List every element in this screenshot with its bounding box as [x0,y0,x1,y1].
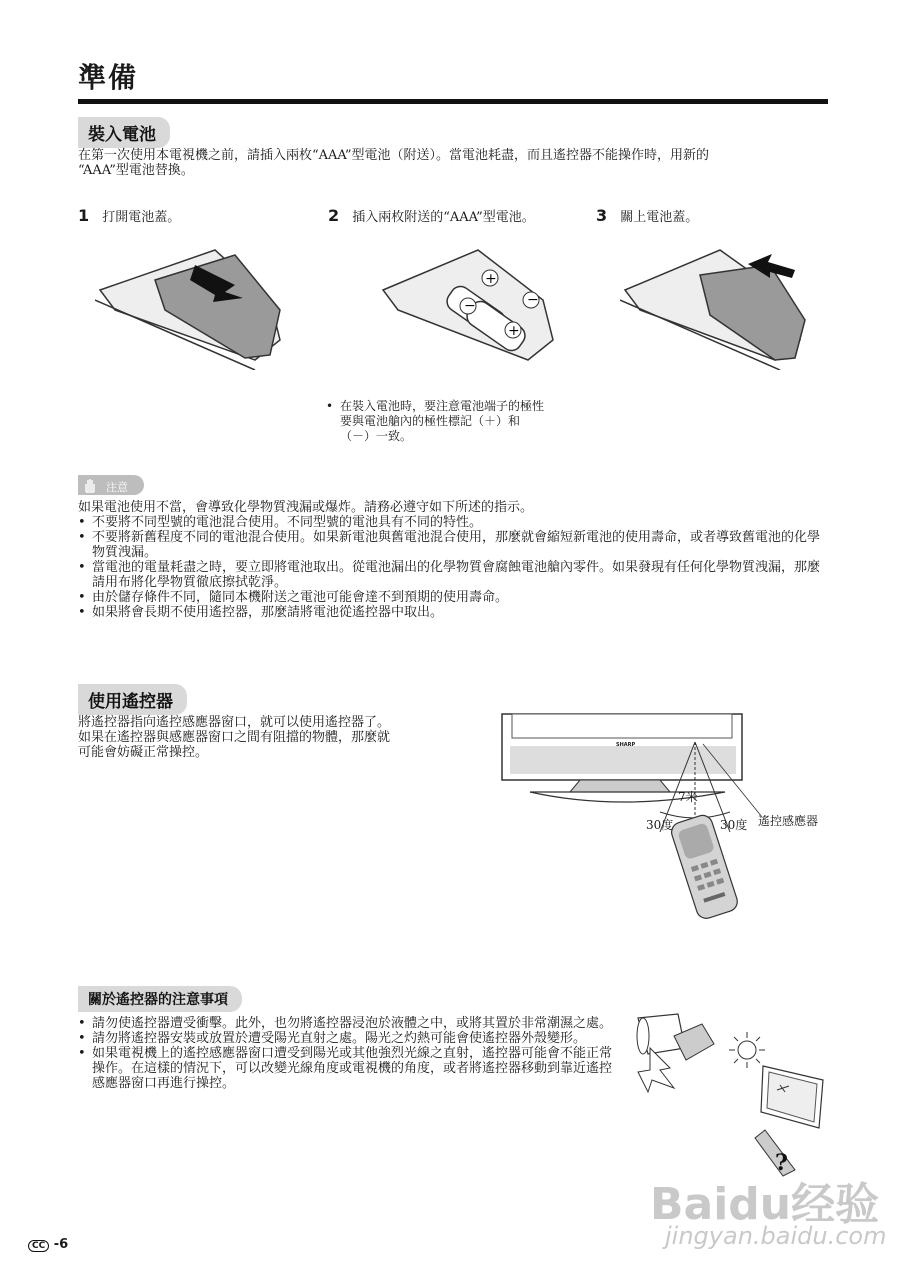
caution-intro: 如果電池使用不當，會導致化學物質洩漏或爆炸。請務必遵守如下所述的指示。 [78,500,534,515]
language-code-badge: CC [28,1240,49,1252]
step-1-number: 1 [78,206,90,225]
tv-brand-logo: SHARP [616,742,636,748]
list-item: • 如果電視機上的遙控感應器窗口遭受到陽光或其他強烈光線之直射，遙控器可能會不能正常操作。在這樣的情況下，可以改變光線角度或電視機的角度，或者將遙控器移動到靠近遙控感應器窗口再進行操控。 [78,1046,618,1091]
open-cover-illustration [95,240,295,370]
question-icon: ? [775,1150,788,1176]
watermark-logo: Baidu经验 [650,1179,880,1230]
distance-label: 7米 [678,790,698,804]
usage-section-heading: 使用遙控器 [78,684,187,715]
sensor-label: 遙控感應器 [758,814,819,828]
svg-text:−: − [464,298,476,314]
remote-care-heading: 關於遙控器的注意事項 [78,986,242,1012]
list-item: • 如果將會長期不使用遙控器，那麼請將電池從遙控器中取出。 [78,605,830,620]
hand-icon [82,477,98,493]
step-3 [596,206,698,225]
remote-angle-diagram [500,712,840,942]
page-title: 準備 [78,61,139,94]
page-number: -6 [53,1237,69,1252]
usage-text [78,715,458,760]
list-item: • 請勿將遙控器安裝或放置於遭受陽光直射之處。陽光之灼熱可能會使遙控器外殼變形。 [78,1031,618,1046]
title-rule [78,99,828,104]
usage-line3: 可能會妨礙正常操控。 [78,745,209,760]
list-item: • 不要將新舊程度不同的電池混合使用。如果新電池與舊電池混合使用，那麼就會縮短新電池的使用壽命，或者導致舊電池的化學物質洩漏。 [78,530,830,560]
remote-care-list [78,1016,618,1091]
battery-intro-line2: “AAA”型電池替換。 [78,163,194,178]
step-2-number: 2 [328,206,340,225]
battery-section-heading: 裝入電池 [78,117,170,148]
battery-intro-line1: 在第一次使用本電視機之前，請插入兩枚“AAA”型電池（附送）。當電池耗盡，而且遙控器不能操作時，用新的 [78,148,710,163]
list-item: • 當電池的電量耗盡之時，要立即將電池取出。從電池漏出的化學物質會腐蝕電池艙內零件。如果發現有任何化學物質洩漏，那麼請用布將化學物質徹底擦拭乾淨。 [78,560,830,590]
page-footer [28,1237,68,1252]
angle-left-label: 30度 [646,818,674,832]
bullet-icon: • [326,399,334,413]
battery-intro [78,148,838,178]
step-1-text: 打開電池蓋。 [102,210,181,225]
list-item: • 請勿使遙控器遭受衝擊。此外，也勿將遙控器浸泡於液體之中，或將其置於非常潮濕之處。 [78,1016,618,1031]
step-1 [78,206,180,225]
angle-right-label: 30度 [720,818,748,832]
polarity-line3: （－）一致。 [340,429,413,443]
step-3-number: 3 [596,206,608,225]
caution-badge [78,475,144,495]
water-impact-illustration [630,1008,720,1098]
step-3-text: 關上電池蓋。 [620,210,699,225]
svg-text:+: + [508,323,520,339]
svg-text:+: + [485,271,497,287]
svg-text:−: − [527,292,539,308]
list-item: • 不要將不同型號的電池混合使用。不同型號的電池具有不同的特性。 [78,515,830,530]
close-cover-illustration [620,240,820,370]
step-2-text: 插入兩枚附送的“AAA”型電池。 [352,210,535,225]
polarity-line1: 在裝入電池時，要注意電池端子的極性 [340,399,545,413]
watermark-url: jingyan.baidu.com [665,1222,887,1250]
sunlight-illustration [725,1030,835,1180]
usage-line1: 將遙控器指向遙控感應器窗口，就可以使用遙控器了。 [78,715,391,730]
polarity-line2: 要與電池艙內的極性標記（＋）和 [340,414,521,428]
insert-batteries-illustration [378,240,578,370]
polarity-note [326,399,581,444]
caution-badge-label: 注意 [106,481,128,494]
list-item: • 由於儲存條件不同，隨同本機附送之電池可能會達不到預期的使用壽命。 [78,590,830,605]
usage-line2: 如果在遙控器與感應器窗口之間有阻擋的物體，那麼就 [78,730,391,745]
step-2 [328,206,535,225]
caution-list [78,515,830,620]
